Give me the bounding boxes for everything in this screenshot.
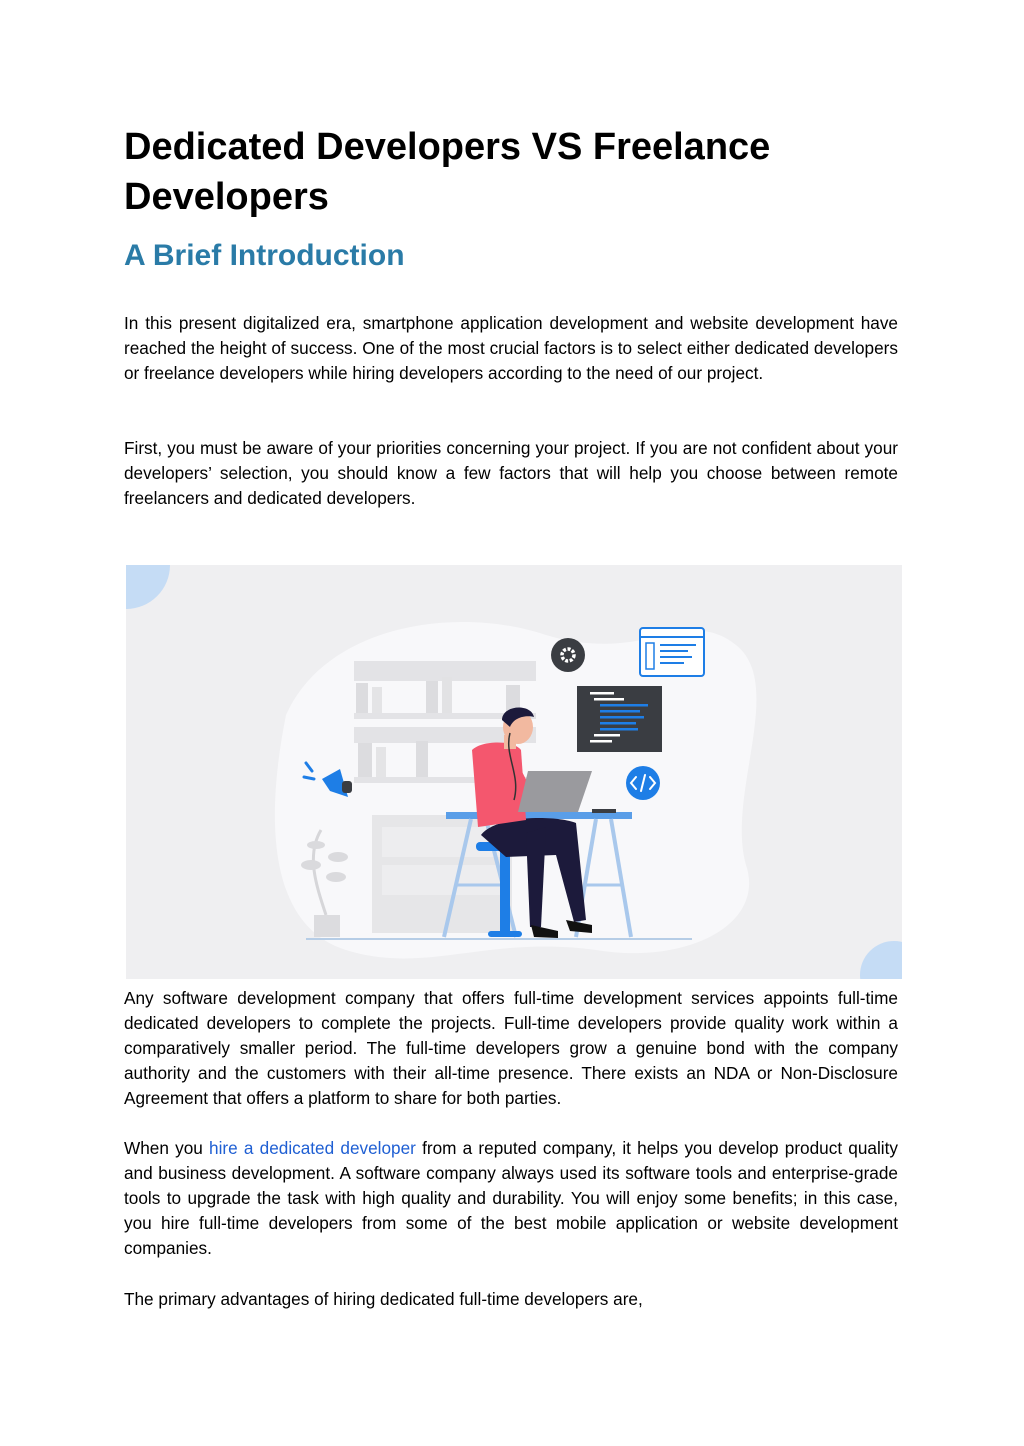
paragraph-intro: In this present digitalized era, smartphone application development and website development have reached the height of success. One of the most crucial factors is to select either dedicated developers or freelance developers while hiring developers according to the need of our project. [124, 313, 898, 383]
paragraph-hire [124, 1136, 898, 1261]
page-title: Dedicated Developers VS Freelance Developers [124, 126, 771, 218]
code-icon [626, 766, 660, 800]
hire-text-before: When you [124, 1138, 210, 1158]
section-heading: A Brief Introduction [124, 239, 405, 272]
code-panel [577, 686, 662, 752]
gear-icon [551, 638, 585, 672]
browser-window-icon [640, 628, 704, 676]
paragraph-advantages: The primary advantages of hiring dedicated full-time developers are, [124, 1289, 643, 1309]
developer-illustration [126, 565, 902, 979]
hire-dedicated-developer-link[interactable]: hire a dedicated developer [209, 1138, 416, 1158]
paragraph-priorities: First, you must be aware of your priorities concerning your project. If you are not confident about your developers’ selection, you should know a few factors that will help you choose between remote freelancers and dedicated developers. [124, 438, 898, 508]
paragraph-software-company: Any software development company that offers full-time development services appoints full-time dedicated developers to complete the projects. Full-time developers provide quality work within a comparatively smaller period. The full-time developers grow a genuine bond with the company authority and the customers with their all-time presence. There exists an NDA or Non-Disclosure Agreement that offers a platform to share for both parties. [124, 988, 898, 1108]
hire-text-after: from a reputed company, it helps you develop product quality and business development. A software company always used its software tools and enterprise-grade tools to upgrade the task with high quality and durability. You will enjoy some benefits; in this case, you hire full-time developers from some of the best mobile application or website development companies. [124, 1138, 898, 1258]
